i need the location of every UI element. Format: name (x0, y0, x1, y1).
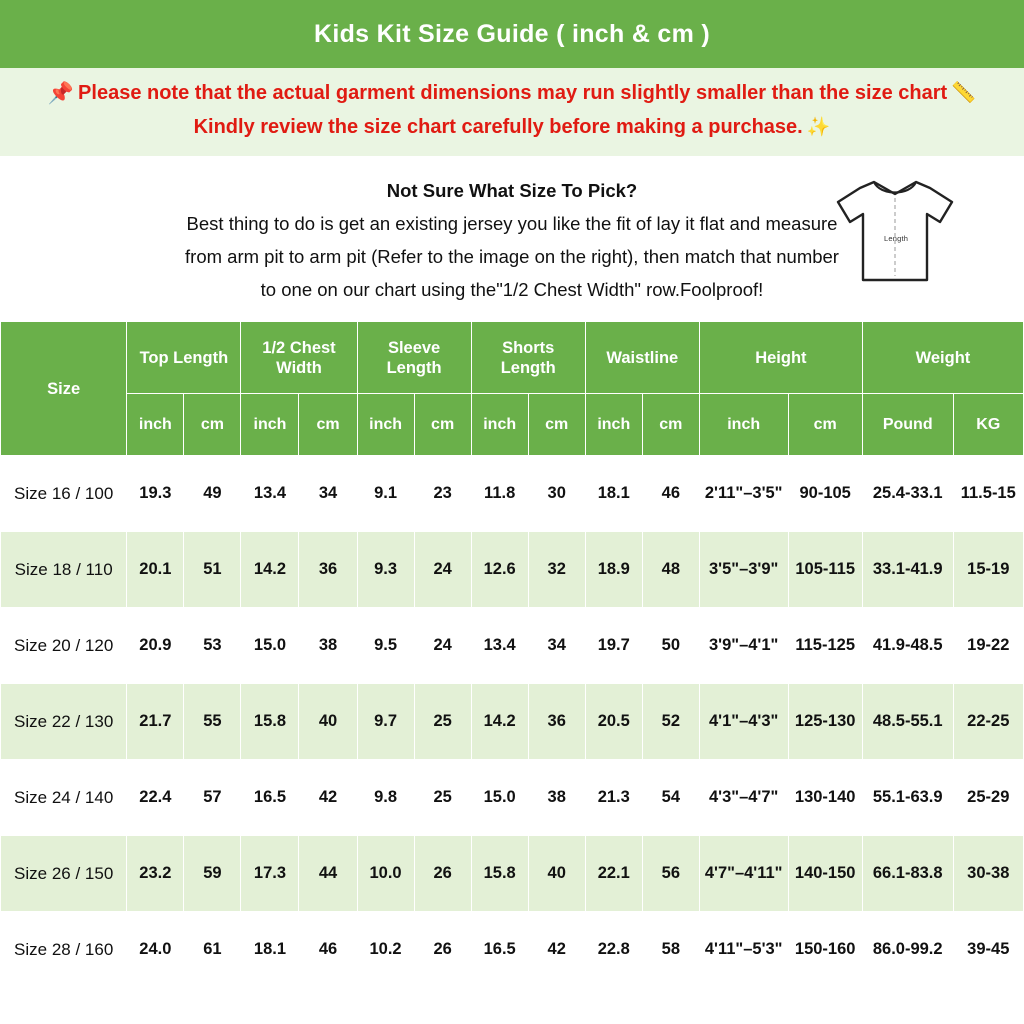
table-cell: 38 (299, 608, 357, 684)
table-cell-size: Size 16 / 100 (1, 456, 127, 532)
table-cell: 105-115 (788, 532, 862, 608)
table-cell: 19.3 (127, 456, 184, 532)
table-cell: 53 (184, 608, 241, 684)
table-cell: 21.3 (585, 760, 642, 836)
table-cell: 46 (642, 456, 699, 532)
table-cell: 14.2 (471, 684, 528, 760)
table-cell: 15.8 (471, 836, 528, 912)
table-cell: 19.7 (585, 608, 642, 684)
table-cell: 51 (184, 532, 241, 608)
table-cell: 25 (414, 760, 471, 836)
ruler-icon: 📏 (951, 82, 977, 104)
help-text-line-4: to one on our chart using the"1/2 Chest Width" row.Foolproof! (260, 279, 764, 300)
header-height: Height (699, 322, 862, 394)
warning-note-text-2: Kindly review the size chart carefully before making a purchase. (193, 116, 803, 138)
table-cell: 40 (299, 684, 357, 760)
table-cell: 9.3 (357, 532, 414, 608)
header-half-chest-width: 1/2 Chest Width (241, 322, 357, 394)
table-cell: 9.5 (357, 608, 414, 684)
unit-shorts-inch: inch (471, 394, 528, 456)
table-cell: 23 (414, 456, 471, 532)
table-cell: 41.9-48.5 (862, 608, 953, 684)
help-text-line-2: Best thing to do is get an existing jersey you like the fit of lay it flat and measure (186, 213, 838, 234)
table-cell: 15.8 (241, 684, 299, 760)
table-cell: 11.5-15 (953, 456, 1023, 532)
header-top-length: Top Length (127, 322, 241, 394)
table-cell: 25.4-33.1 (862, 456, 953, 532)
table-unit-header-row (1, 394, 1024, 456)
table-cell: 36 (299, 532, 357, 608)
table-cell: 55.1-63.9 (862, 760, 953, 836)
sparkle-icon: ✨ (806, 116, 831, 138)
table-cell: 25-29 (953, 760, 1023, 836)
table-cell: 13.4 (241, 456, 299, 532)
table-cell: 16.5 (471, 912, 528, 988)
page-title-banner (0, 0, 1024, 68)
table-cell: 18.1 (585, 456, 642, 532)
table-cell: 22.4 (127, 760, 184, 836)
table-cell: 125-130 (788, 684, 862, 760)
table-cell: 56 (642, 836, 699, 912)
table-cell-size: Size 20 / 120 (1, 608, 127, 684)
table-cell: 23.2 (127, 836, 184, 912)
table-cell: 20.9 (127, 608, 184, 684)
help-text-line-3: from arm pit to arm pit (Refer to the image on the right), then match that number (185, 246, 839, 267)
table-cell: 10.2 (357, 912, 414, 988)
unit-chest-inch: inch (241, 394, 299, 456)
header-size: Size (1, 322, 127, 456)
table-cell: 26 (414, 912, 471, 988)
shirt-length-label: Length (884, 234, 909, 243)
table-cell: 17.3 (241, 836, 299, 912)
size-chart-table (0, 321, 1024, 988)
table-cell: 9.7 (357, 684, 414, 760)
table-cell: 42 (528, 912, 585, 988)
table-cell: 55 (184, 684, 241, 760)
unit-weight-kg: KG (953, 394, 1023, 456)
table-cell: 14.2 (241, 532, 299, 608)
pin-icon: 📌 (47, 81, 75, 105)
table-cell: 38 (528, 760, 585, 836)
table-cell: 61 (184, 912, 241, 988)
table-cell: 24.0 (127, 912, 184, 988)
unit-chest-cm: cm (299, 394, 357, 456)
table-cell: 18.9 (585, 532, 642, 608)
table-cell: 15-19 (953, 532, 1023, 608)
table-cell: 36 (528, 684, 585, 760)
table-cell: 50 (642, 608, 699, 684)
table-cell: 26 (414, 836, 471, 912)
table-group-header-row (1, 322, 1024, 394)
table-cell: 24 (414, 608, 471, 684)
unit-waist-cm: cm (642, 394, 699, 456)
header-shorts-length: Shorts Length (471, 322, 585, 394)
table-cell: 33.1-41.9 (862, 532, 953, 608)
table-cell: 52 (642, 684, 699, 760)
table-cell: 57 (184, 760, 241, 836)
unit-shorts-cm: cm (528, 394, 585, 456)
table-head (1, 322, 1024, 456)
table-cell: 24 (414, 532, 471, 608)
table-cell: 66.1-83.8 (862, 836, 953, 912)
table-row (1, 836, 1024, 912)
table-cell: 11.8 (471, 456, 528, 532)
tshirt-icon (830, 172, 960, 290)
header-weight: Weight (862, 322, 1023, 394)
table-cell: 13.4 (471, 608, 528, 684)
table-cell: 40 (528, 836, 585, 912)
table-cell: 48.5-55.1 (862, 684, 953, 760)
table-row (1, 912, 1024, 988)
table-cell: 150-160 (788, 912, 862, 988)
unit-top-length-cm: cm (184, 394, 241, 456)
table-cell: 30 (528, 456, 585, 532)
table-cell: 58 (642, 912, 699, 988)
table-cell: 16.5 (241, 760, 299, 836)
help-heading: Not Sure What Size To Pick? (386, 180, 638, 201)
table-cell: 49 (184, 456, 241, 532)
header-sleeve-length: Sleeve Length (357, 322, 471, 394)
table-cell: 10.0 (357, 836, 414, 912)
table-cell: 46 (299, 912, 357, 988)
unit-height-inch: inch (699, 394, 788, 456)
table-cell: 20.1 (127, 532, 184, 608)
table-cell: 25 (414, 684, 471, 760)
table-cell: 20.5 (585, 684, 642, 760)
table-cell: 34 (299, 456, 357, 532)
warning-note (0, 68, 1024, 158)
table-cell: 30-38 (953, 836, 1023, 912)
table-cell: 130-140 (788, 760, 862, 836)
table-body (1, 456, 1024, 988)
table-cell: 21.7 (127, 684, 184, 760)
table-cell: 18.1 (241, 912, 299, 988)
table-row (1, 456, 1024, 532)
table-cell: 22-25 (953, 684, 1023, 760)
table-cell: 15.0 (471, 760, 528, 836)
warning-note-text-1: Please note that the actual garment dimensions may run slightly smaller than the size chart (78, 82, 948, 104)
table-cell: 4'7"–4'11" (699, 836, 788, 912)
table-cell: 4'11"–5'3" (699, 912, 788, 988)
table-cell: 12.6 (471, 532, 528, 608)
table-cell: 42 (299, 760, 357, 836)
table-cell: 9.8 (357, 760, 414, 836)
table-cell-size: Size 28 / 160 (1, 912, 127, 988)
table-cell: 140-150 (788, 836, 862, 912)
table-cell: 4'3"–4'7" (699, 760, 788, 836)
unit-top-length-inch: inch (127, 394, 184, 456)
table-cell: 54 (642, 760, 699, 836)
table-cell: 22.8 (585, 912, 642, 988)
table-cell: 3'9"–4'1" (699, 608, 788, 684)
table-cell: 115-125 (788, 608, 862, 684)
table-cell: 44 (299, 836, 357, 912)
table-cell: 22.1 (585, 836, 642, 912)
unit-waist-inch: inch (585, 394, 642, 456)
table-cell: 86.0-99.2 (862, 912, 953, 988)
unit-weight-pound: Pound (862, 394, 953, 456)
table-cell: 19-22 (953, 608, 1023, 684)
table-row (1, 608, 1024, 684)
table-cell: 4'1"–4'3" (699, 684, 788, 760)
table-cell: 15.0 (241, 608, 299, 684)
unit-sleeve-cm: cm (414, 394, 471, 456)
table-row (1, 684, 1024, 760)
table-row (1, 532, 1024, 608)
warning-note-line-1 (10, 76, 1014, 110)
table-cell: 59 (184, 836, 241, 912)
table-cell: 34 (528, 608, 585, 684)
table-cell-size: Size 18 / 110 (1, 532, 127, 608)
table-cell-size: Size 26 / 150 (1, 836, 127, 912)
table-cell-size: Size 24 / 140 (1, 760, 127, 836)
table-row (1, 760, 1024, 836)
table-cell: 3'5"–3'9" (699, 532, 788, 608)
header-waistline: Waistline (585, 322, 699, 394)
table-cell: 90-105 (788, 456, 862, 532)
table-cell-size: Size 22 / 130 (1, 684, 127, 760)
table-cell: 9.1 (357, 456, 414, 532)
sizing-help-block (0, 158, 1024, 321)
unit-height-cm: cm (788, 394, 862, 456)
table-cell: 39-45 (953, 912, 1023, 988)
table-cell: 32 (528, 532, 585, 608)
table-cell: 2'11"–3'5" (699, 456, 788, 532)
warning-note-line-2 (10, 110, 1014, 144)
table-cell: 48 (642, 532, 699, 608)
unit-sleeve-inch: inch (357, 394, 414, 456)
page-title: Kids Kit Size Guide ( inch & cm ) (313, 19, 711, 48)
